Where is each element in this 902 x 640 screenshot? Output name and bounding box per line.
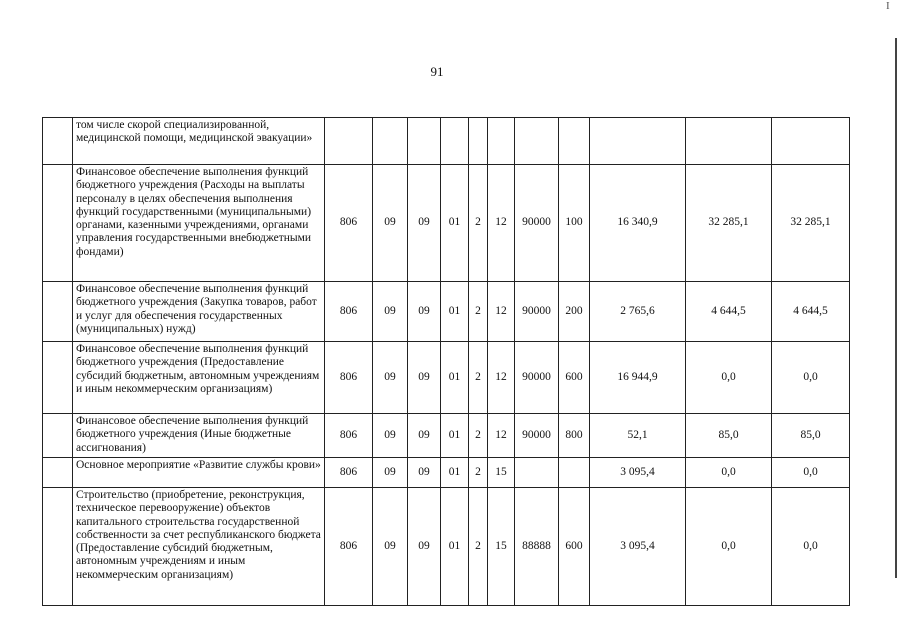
table-row <box>43 458 850 488</box>
program-code-cell: 01 <box>441 488 469 606</box>
section-code-cell: 09 <box>373 165 408 282</box>
row-index-cell <box>43 118 73 165</box>
row-name-cell: том числе скорой специализированной, медицинской помощи, медицинской эвакуации» <box>73 118 325 165</box>
amount-next-cell <box>686 118 772 165</box>
program-code-cell: 01 <box>441 458 469 488</box>
amount-plan-cell: 4 644,5 <box>772 282 850 342</box>
subprogram-code-cell: 2 <box>469 488 488 606</box>
scan-edge-line <box>895 38 897 578</box>
subprogram-code-cell: 2 <box>469 165 488 282</box>
row-index-cell <box>43 488 73 606</box>
row-name-cell: Финансовое обеспечение выполнения функций бюджетного учреждения (Расходы на выплаты персоналу в целях обеспечения выполнения функций государственными (муниципальными) органами, казенными учреждениями, органами управления государственными внебюджетными фондами) <box>73 165 325 282</box>
amount-next-cell: 32 285,1 <box>686 165 772 282</box>
direction-code-cell: 88888 <box>515 488 559 606</box>
row-index-cell <box>43 458 73 488</box>
grbs-code-cell <box>325 118 373 165</box>
row-name-cell: Финансовое обеспечение выполнения функций бюджетного учреждения (Иные бюджетные ассигнования) <box>73 414 325 458</box>
corner-mark: I <box>886 0 890 12</box>
expense-type-code-cell: 800 <box>559 414 590 458</box>
amount-current-cell <box>590 118 686 165</box>
program-code-cell <box>441 118 469 165</box>
amount-current-cell: 16 944,9 <box>590 342 686 414</box>
expense-type-code-cell <box>559 458 590 488</box>
grbs-code-cell: 806 <box>325 414 373 458</box>
direction-code-cell <box>515 118 559 165</box>
subprogram-code-cell: 2 <box>469 282 488 342</box>
expense-type-code-cell: 100 <box>559 165 590 282</box>
subprogram-code-cell: 2 <box>469 458 488 488</box>
amount-plan-cell: 0,0 <box>772 342 850 414</box>
program-code-cell: 01 <box>441 165 469 282</box>
table-row <box>43 488 850 606</box>
direction-code-cell: 90000 <box>515 165 559 282</box>
amount-next-cell: 0,0 <box>686 488 772 606</box>
event-code-cell: 12 <box>488 342 515 414</box>
page-number: 91 <box>430 64 444 79</box>
row-index-cell <box>43 165 73 282</box>
table-row <box>43 282 850 342</box>
amount-next-cell: 85,0 <box>686 414 772 458</box>
amount-next-cell: 0,0 <box>686 458 772 488</box>
section-code-cell: 09 <box>373 414 408 458</box>
subprogram-code-cell: 2 <box>469 414 488 458</box>
expense-type-code-cell <box>559 118 590 165</box>
subprogram-code-cell: 2 <box>469 342 488 414</box>
amount-current-cell: 52,1 <box>590 414 686 458</box>
amount-current-cell: 3 095,4 <box>590 488 686 606</box>
row-name-cell: Финансовое обеспечение выполнения функций бюджетного учреждения (Предоставление субсидий бюджетным, автономным учреждениям и иным некоммерческим организациям) <box>73 342 325 414</box>
amount-next-cell: 4 644,5 <box>686 282 772 342</box>
subsection-code-cell: 09 <box>408 342 441 414</box>
subsection-code-cell: 09 <box>408 282 441 342</box>
subsection-code-cell: 09 <box>408 414 441 458</box>
grbs-code-cell: 806 <box>325 458 373 488</box>
amount-plan-cell: 85,0 <box>772 414 850 458</box>
row-name-cell: Строительство (приобретение, реконструкция, техническое перевооружение) объектов капитального строительства государственной собственности за счет республиканского бюджета (Предоставление субсидий бюджетным, автономным учреждениям и иным некоммерческим организациям) <box>73 488 325 606</box>
grbs-code-cell: 806 <box>325 488 373 606</box>
section-code-cell: 09 <box>373 282 408 342</box>
grbs-code-cell: 806 <box>325 282 373 342</box>
section-code-cell: 09 <box>373 488 408 606</box>
section-code-cell: 09 <box>373 458 408 488</box>
section-code-cell: 09 <box>373 342 408 414</box>
event-code-cell: 12 <box>488 414 515 458</box>
section-code-cell <box>373 118 408 165</box>
event-code-cell: 15 <box>488 488 515 606</box>
expense-type-code-cell: 600 <box>559 342 590 414</box>
event-code-cell: 15 <box>488 458 515 488</box>
amount-plan-cell: 0,0 <box>772 488 850 606</box>
subsection-code-cell <box>408 118 441 165</box>
row-name-cell: Основное мероприятие «Развитие службы крови» <box>73 458 325 488</box>
subprogram-code-cell <box>469 118 488 165</box>
direction-code-cell: 90000 <box>515 342 559 414</box>
event-code-cell: 12 <box>488 282 515 342</box>
amount-plan-cell: 32 285,1 <box>772 165 850 282</box>
amount-plan-cell <box>772 118 850 165</box>
grbs-code-cell: 806 <box>325 165 373 282</box>
table-row <box>43 165 850 282</box>
table-row <box>43 342 850 414</box>
subsection-code-cell: 09 <box>408 488 441 606</box>
direction-code-cell: 90000 <box>515 282 559 342</box>
row-name-cell: Финансовое обеспечение выполнения функций бюджетного учреждения (Закупка товаров, работ и услуг для обеспечения государственных (муниципальных) нужд) <box>73 282 325 342</box>
table-row <box>43 118 850 165</box>
row-index-cell <box>43 342 73 414</box>
amount-current-cell: 3 095,4 <box>590 458 686 488</box>
expense-type-code-cell: 200 <box>559 282 590 342</box>
table-row <box>43 414 850 458</box>
expense-type-code-cell: 600 <box>559 488 590 606</box>
subsection-code-cell: 09 <box>408 458 441 488</box>
program-code-cell: 01 <box>441 342 469 414</box>
program-code-cell: 01 <box>441 414 469 458</box>
event-code-cell: 12 <box>488 165 515 282</box>
direction-code-cell: 90000 <box>515 414 559 458</box>
row-index-cell <box>43 414 73 458</box>
event-code-cell <box>488 118 515 165</box>
budget-table <box>42 117 850 606</box>
program-code-cell: 01 <box>441 282 469 342</box>
amount-next-cell: 0,0 <box>686 342 772 414</box>
row-index-cell <box>43 282 73 342</box>
amount-plan-cell: 0,0 <box>772 458 850 488</box>
subsection-code-cell: 09 <box>408 165 441 282</box>
amount-current-cell: 2 765,6 <box>590 282 686 342</box>
grbs-code-cell: 806 <box>325 342 373 414</box>
amount-current-cell: 16 340,9 <box>590 165 686 282</box>
direction-code-cell <box>515 458 559 488</box>
